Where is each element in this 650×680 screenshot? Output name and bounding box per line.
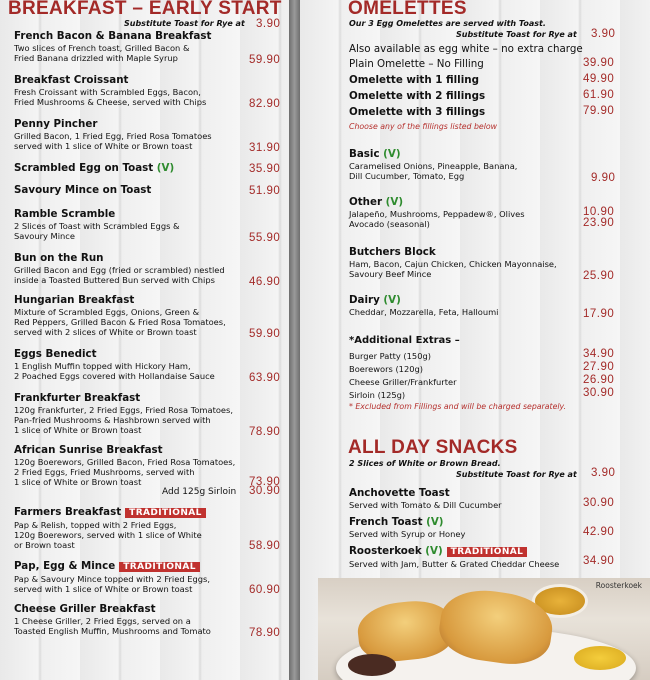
item-name: Frankfurter Breakfast	[14, 392, 141, 404]
veg-marker: (V)	[383, 148, 401, 160]
filling-description: Savoury Beef Mince	[349, 269, 432, 280]
extra-price: 26.90	[583, 374, 615, 386]
veg-marker: (V)	[426, 516, 444, 528]
item-description: 2 Slices of Toast with Scrambled Eggs &	[14, 221, 180, 231]
item-description: Fried Banana drizzled with Maple Syrup	[14, 53, 178, 64]
item-name: Hungarian Breakfast	[14, 294, 135, 306]
breakfast-rye-price: 3.90	[256, 18, 281, 30]
breakfast-item	[14, 444, 235, 488]
item-description: 2 Poached Eggs covered with Hollandaise Sauce	[14, 371, 215, 382]
butter-spoon-graphic	[574, 646, 626, 670]
item-description: Grilled Bacon and Egg (fried or scrambled) nestled	[14, 265, 225, 275]
breakfast-item	[14, 252, 225, 285]
breakfast-item	[14, 603, 211, 636]
filling-name: Butchers Block	[349, 246, 436, 258]
item-description: Red Peppers, Grilled Bacon & Fried Rosa Tomatoes,	[14, 317, 226, 328]
item-name: Eggs Benedict	[14, 348, 97, 360]
jam-spoon-graphic	[348, 654, 396, 676]
item-price: 35.90	[249, 163, 281, 175]
item-name: Cheese Griller Breakfast	[14, 603, 156, 615]
item-description: 120g Boerewors, Grilled Bacon, Fried Rosa Tomatoes,	[14, 457, 236, 467]
omelette-option: Omelette with 2 fillings	[349, 90, 486, 102]
omelette-option: Plain Omelette – No Filling	[349, 58, 484, 70]
filling-group	[349, 294, 498, 317]
add-sirloin-price: 30.90	[249, 485, 281, 497]
item-description: inside a Toasted Buttered Bun served with Chips	[14, 275, 215, 286]
snack-name: French Toast (V)	[349, 516, 444, 528]
item-price: 46.90	[249, 276, 281, 288]
item-name: Savoury Mince on Toast	[14, 184, 152, 196]
filling-price: 23.90	[583, 217, 615, 229]
breakfast-title: BREAKFAST – EARLY START	[8, 0, 282, 19]
veg-marker: (V)	[383, 294, 401, 306]
omelettes-note: Our 3 Egg Omelettes are served with Toast.	[349, 19, 546, 28]
snack-item	[349, 487, 502, 510]
item-price: 60.90	[249, 584, 281, 596]
filling-name: Basic (V)	[349, 148, 401, 160]
snack-description: Served with Syrup or Honey	[349, 529, 466, 539]
item-description: Grilled Bacon, 1 Fried Egg, Fried Rosa Tomatoes	[14, 131, 212, 141]
veg-marker: (V)	[385, 196, 404, 208]
filling-description: Avocado (seasonal)	[349, 219, 430, 230]
item-price: 59.90	[249, 54, 281, 66]
egg-white-note: Also available as egg white – no extra charge	[349, 43, 583, 55]
breakfast-item	[14, 560, 210, 594]
item-price: 31.90	[249, 142, 281, 154]
omelettes-rye-note: Substitute Toast for Rye at	[456, 30, 577, 39]
filling-price: 10.90	[583, 206, 615, 218]
omelette-option: Omelette with 1 filling	[349, 74, 479, 86]
filling-description: Dill Cucumber, Tomato, Egg	[349, 171, 465, 182]
item-description: 2 Fried Eggs, Fried Mushrooms, served with	[14, 467, 195, 478]
item-price: 78.90	[249, 627, 281, 639]
item-description: served with 1 slice of White or Brown toast	[14, 141, 193, 152]
breakfast-item	[14, 162, 174, 175]
item-description: Pap & Savoury Mince topped with 2 Fried Eggs,	[14, 574, 210, 584]
breakfast-panel	[0, 0, 289, 680]
snack-name: Anchovette Toast	[349, 487, 450, 499]
item-price: 59.90	[249, 328, 281, 340]
traditional-badge: TRADITIONAL	[447, 547, 528, 557]
snack-price: 30.90	[583, 497, 615, 509]
extra-price: 34.90	[583, 348, 615, 360]
item-price: 51.90	[249, 185, 281, 197]
item-price: 82.90	[249, 98, 281, 110]
snack-name: Roosterkoek (V) TRADITIONAL	[349, 545, 559, 559]
item-description: Fried Mushrooms & Cheese, served with Chips	[14, 97, 207, 108]
snack-description: Served with Jam, Butter & Grated Cheddar Cheese	[349, 559, 560, 569]
omelette-option-price: 49.90	[583, 73, 615, 85]
item-description: Pan-fried Mushrooms & Hashbrown served with	[14, 415, 211, 426]
filling-name: Dairy (V)	[349, 294, 401, 306]
traditional-badge: TRADITIONAL	[119, 562, 200, 572]
item-description: Fresh Croissant with Scrambled Eggs, Bacon,	[14, 87, 201, 97]
breakfast-item	[14, 118, 212, 151]
item-description: 1 English Muffin topped with Hickory Ham,	[14, 361, 191, 371]
snacks-note: 2 Slices of White or Brown Bread.	[349, 459, 501, 468]
snack-description: Served with Tomato & Dill Cucumber	[349, 500, 502, 510]
extra-item: Cheese Griller/Frankfurter	[349, 377, 457, 387]
item-name: Breakfast Croissant	[14, 74, 129, 86]
filling-description: Jalapeño, Mushrooms, Peppadew®, Olives	[349, 209, 525, 219]
item-name: Farmers Breakfast TRADITIONAL	[14, 506, 206, 520]
filling-price: 9.90	[591, 172, 616, 184]
item-name: Pap, Egg & Mince TRADITIONAL	[14, 560, 210, 574]
snacks-rye-price: 3.90	[591, 467, 616, 479]
extra-item: Sirloin (125g)	[349, 390, 406, 400]
snack-item	[349, 516, 465, 539]
filling-price: 25.90	[583, 270, 615, 282]
traditional-badge: TRADITIONAL	[125, 508, 206, 518]
breakfast-item	[14, 506, 206, 551]
filling-name: Other (V)	[349, 196, 404, 208]
filling-group	[349, 148, 517, 181]
item-name: African Sunrise Breakfast	[14, 444, 163, 456]
item-name: Ramble Scramble	[14, 208, 116, 220]
photo-caption: Roosterkoek	[595, 581, 642, 590]
choose-fillings-note: Choose any of the fillings listed below	[349, 122, 498, 131]
veg-marker: (V)	[156, 162, 175, 174]
breakfast-item	[14, 294, 226, 338]
item-description: Two slices of French toast, Grilled Bacon &	[14, 43, 190, 53]
item-price: 58.90	[249, 540, 281, 552]
item-description: 1 Cheese Griller, 2 Fried Eggs, served on a	[14, 616, 191, 626]
snack-price: 34.90	[583, 555, 615, 567]
filling-group	[349, 246, 557, 279]
item-price: 73.90	[249, 476, 281, 488]
omelettes-title: OMELETTES	[348, 0, 467, 19]
filling-description: Caramelised Onions, Pineapple, Banana,	[349, 161, 518, 171]
extra-price: 30.90	[583, 387, 615, 399]
add-sirloin-label: Add 125g Sirloin	[162, 487, 237, 497]
item-description: Pap & Relish, topped with 2 Fried Eggs,	[14, 520, 177, 530]
extra-item: Boerewors (120g)	[349, 364, 424, 374]
item-description: served with 1 slice of White or Brown toast	[14, 584, 193, 595]
breakfast-item	[14, 348, 215, 381]
snack-price: 42.90	[583, 526, 615, 538]
omelettes-rye-price: 3.90	[591, 28, 616, 40]
breakfast-rye-note: Substitute Toast for Rye at	[124, 19, 245, 28]
snacks-title: ALL DAY SNACKS	[348, 437, 518, 458]
item-description: 1 slice of White or Brown toast	[14, 477, 142, 488]
item-name: Penny Pincher	[14, 118, 98, 130]
item-description: Mixture of Scrambled Eggs, Onions, Green &	[14, 307, 200, 317]
item-description: Savoury Mince	[14, 231, 75, 242]
item-description: served with 2 slices of White or Brown toast	[14, 327, 197, 338]
item-name: French Bacon & Banana Breakfast	[14, 30, 212, 42]
breakfast-item	[14, 30, 211, 63]
roosterkoek-photo	[318, 578, 650, 680]
filling-description: Ham, Bacon, Cajun Chicken, Chicken Mayonnaise,	[349, 259, 557, 269]
omelette-option-price: 61.90	[583, 89, 615, 101]
filling-description: Cheddar, Mozzarella, Feta, Halloumi	[349, 307, 499, 317]
item-description: 120g Frankfurter, 2 Fried Eggs, Fried Rosa Tomatoes,	[14, 405, 233, 415]
omelette-option-price: 79.90	[583, 105, 615, 117]
item-description: 1 slice of White or Brown toast	[14, 425, 142, 436]
item-description: 120g Boerewors, served with 1 slice of White	[14, 530, 202, 541]
breakfast-item	[14, 208, 180, 241]
breakfast-item	[14, 392, 233, 436]
omelette-option-price: 39.90	[583, 57, 615, 69]
extra-item: Burger Patty (150g)	[349, 351, 431, 361]
panel-divider	[289, 0, 300, 680]
item-price: 78.90	[249, 426, 281, 438]
filling-group	[349, 196, 525, 229]
filling-price: 17.90	[583, 308, 615, 320]
veg-marker: (V)	[425, 545, 443, 557]
item-description: or Brown toast	[14, 540, 75, 551]
item-description: Toasted English Muffin, Mushrooms and Tomato	[14, 626, 211, 637]
extras-note: * Excluded from Fillings and will be charged separately.	[349, 402, 567, 411]
breakfast-item	[14, 74, 206, 107]
item-name: Scrambled Egg on Toast (V)	[14, 162, 175, 174]
omelette-option: Omelette with 3 fillings	[349, 106, 486, 118]
snack-item	[349, 545, 559, 569]
extras-title: *Additional Extras –	[349, 335, 460, 346]
extra-price: 27.90	[583, 361, 615, 373]
item-price: 63.90	[249, 372, 281, 384]
snacks-rye-note: Substitute Toast for Rye at	[456, 470, 577, 479]
item-price: 55.90	[249, 232, 281, 244]
breakfast-item	[14, 184, 151, 197]
item-name: Bun on the Run	[14, 252, 104, 264]
